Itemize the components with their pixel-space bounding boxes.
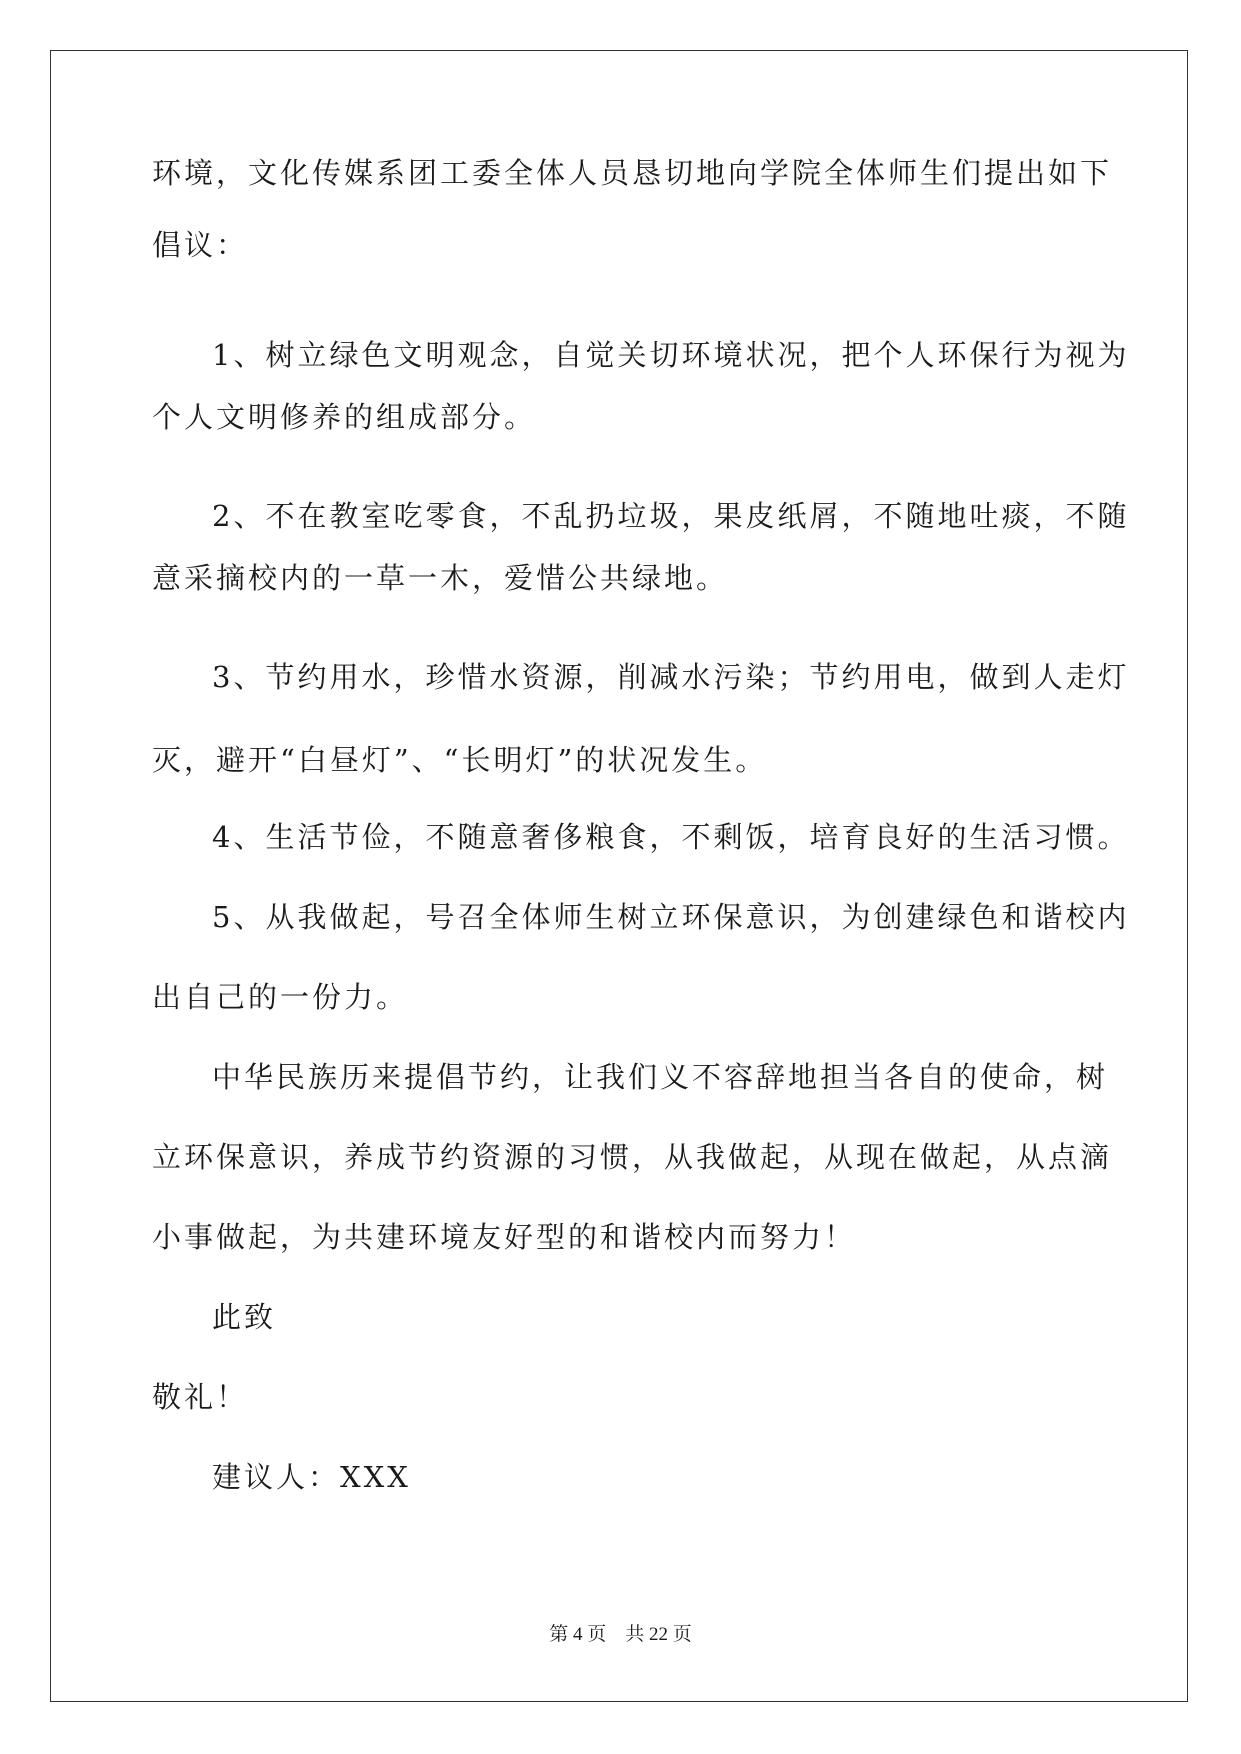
closing-paragraph-line-2: 立环保意识，养成节约资源的习惯，从我做起，从现在做起，从点滴 [152, 1140, 1113, 1174]
item-3-line-2: 灭，避开“白昼灯”、“长明灯”的状况发生。 [152, 743, 768, 777]
page-border [50, 50, 1188, 1702]
item-5-line-1: 5、从我做起，号召全体师生树立环保意识，为创建绿色和谐校内 [212, 900, 1130, 934]
closing-paragraph-line-3: 小事做起，为共建环境友好型的和谐校内而努力！ [152, 1220, 857, 1254]
item-1-line-2: 个人文明修养的组成部分。 [152, 400, 537, 434]
item-2-line-2: 意采摘校内的一草一木，爱惜公共绿地。 [152, 561, 729, 595]
item-2-line-1: 2、不在教室吃零食，不乱扔垃圾，果皮纸屑，不随地吐痰，不随 [212, 499, 1130, 533]
item-3-line-1: 3、节约用水，珍惜水资源，削减水污染；节约用电，做到人走灯 [212, 660, 1130, 694]
salutation-text: 此致 [212, 1300, 277, 1334]
regards-text: 敬礼！ [152, 1380, 249, 1414]
text-line-2: 倡议： [152, 228, 249, 262]
item-1-line-1: 1、树立绿色文明观念，自觉关切环境状况，把个人环保行为视为 [212, 338, 1130, 372]
item-4-line-1: 4、生活节俭，不随意奢侈粮食，不剩饭，培育良好的生活习惯。 [212, 820, 1130, 854]
item-5-line-2: 出自己的一份力。 [152, 980, 409, 1014]
closing-paragraph-line-1: 中华民族历来提倡节约，让我们义不容辞地担当各自的使命，树 [212, 1060, 1109, 1094]
text-line-1: 环境，文化传媒系团工委全体人员恳切地向学院全体师生们提出如下 [152, 156, 1113, 190]
page-number-footer: 第 4 页 共 22 页 [549, 1624, 692, 1645]
signature-line: 建议人：XXX [212, 1460, 411, 1494]
